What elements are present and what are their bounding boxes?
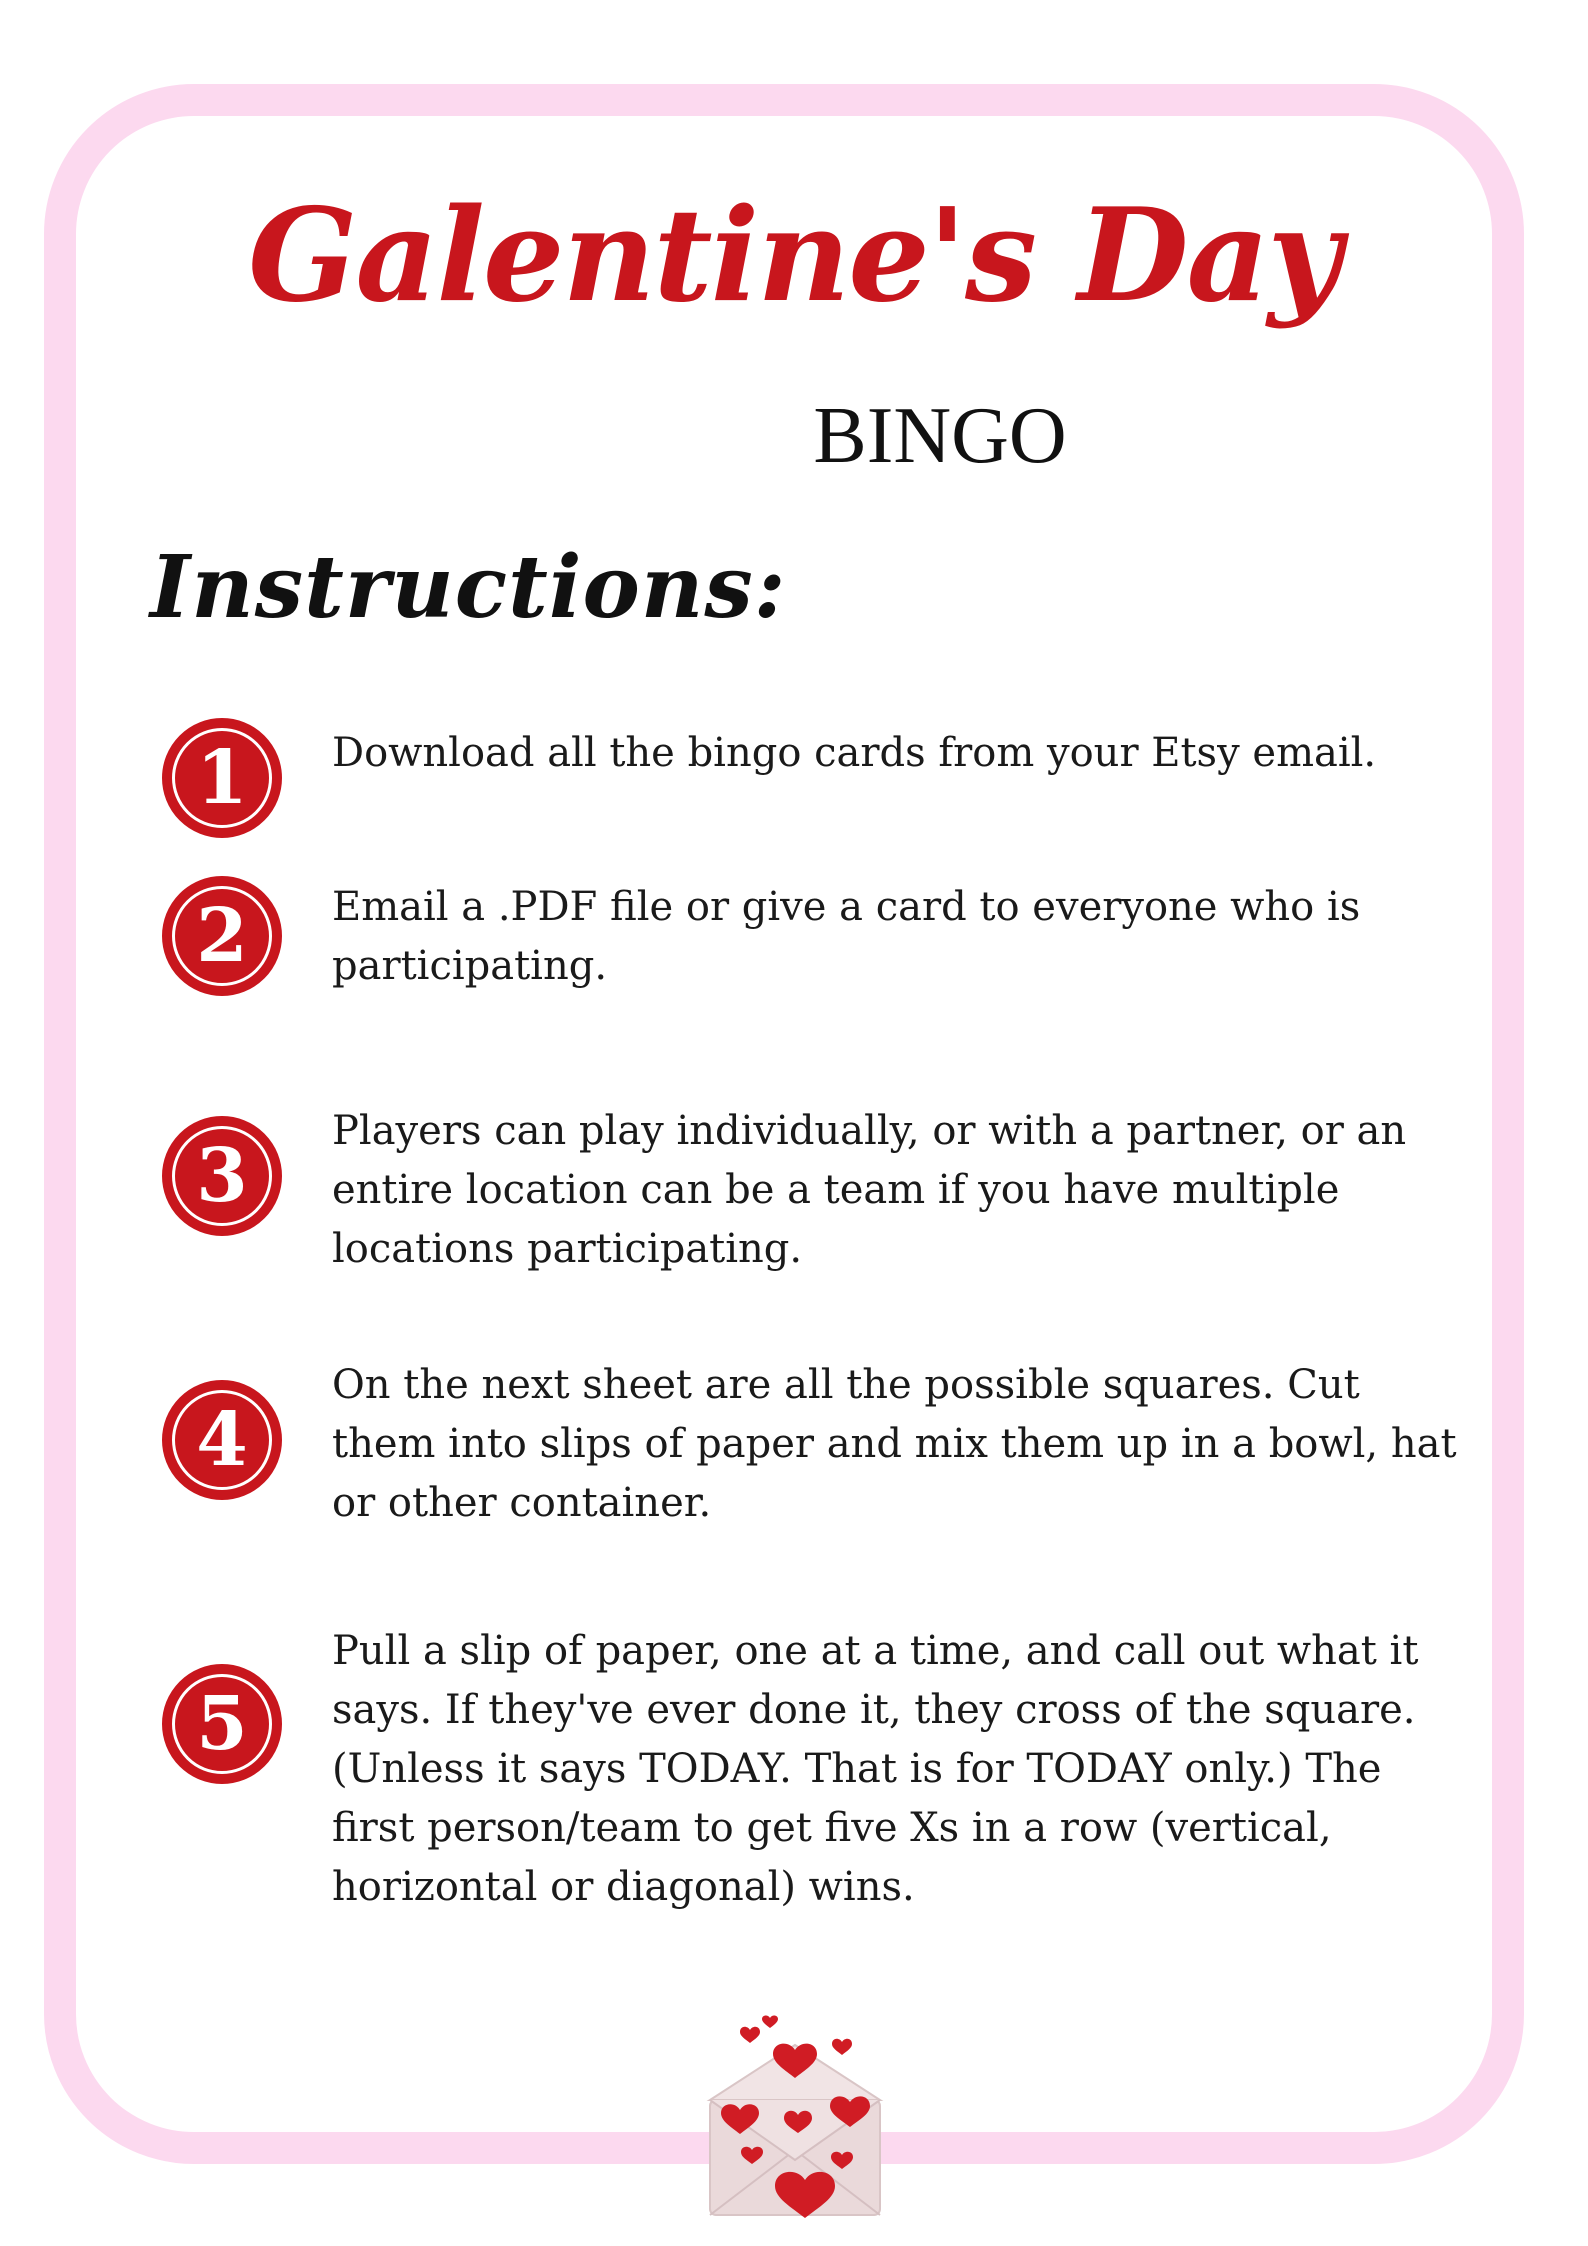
step-number: 2 bbox=[172, 886, 272, 986]
step-number: 3 bbox=[172, 1126, 272, 1226]
step-text: Players can play individually, or with a partner, or an entire location can be a team if you have multiple locations participating. bbox=[332, 1108, 1407, 1272]
step-number: 4 bbox=[172, 1390, 272, 1490]
page-title: Galentine's Day bbox=[248, 181, 1340, 331]
step-number-badge bbox=[162, 1664, 282, 1784]
step-text: On the next sheet are all the possible squares. Cut them into slips of paper and mix them up in a bowl, hat or other container. bbox=[332, 1362, 1457, 1526]
step-number: 5 bbox=[172, 1674, 272, 1774]
step-number-badge bbox=[162, 1380, 282, 1500]
page-subtitle: BINGO bbox=[813, 392, 1067, 480]
envelope-hearts-icon bbox=[690, 1990, 900, 2220]
step-text: Download all the bingo cards from your Etsy email. bbox=[332, 730, 1377, 776]
step-number: 1 bbox=[172, 728, 272, 828]
step-number-badge bbox=[162, 1116, 282, 1236]
step-text: Email a .PDF file or give a card to everyone who is participating. bbox=[332, 884, 1361, 989]
step-number-badge bbox=[162, 718, 282, 838]
step-text: Pull a slip of paper, one at a time, and call out what it says. If they've ever done it, they cross of the square. (Unless it says TODAY. That is for TODAY only.) The first person/team to get five Xs in a row (vertical, horizontal or diagonal) wins. bbox=[332, 1628, 1419, 1910]
step-number-badge bbox=[162, 876, 282, 996]
instructions-heading: Instructions: bbox=[150, 537, 787, 638]
